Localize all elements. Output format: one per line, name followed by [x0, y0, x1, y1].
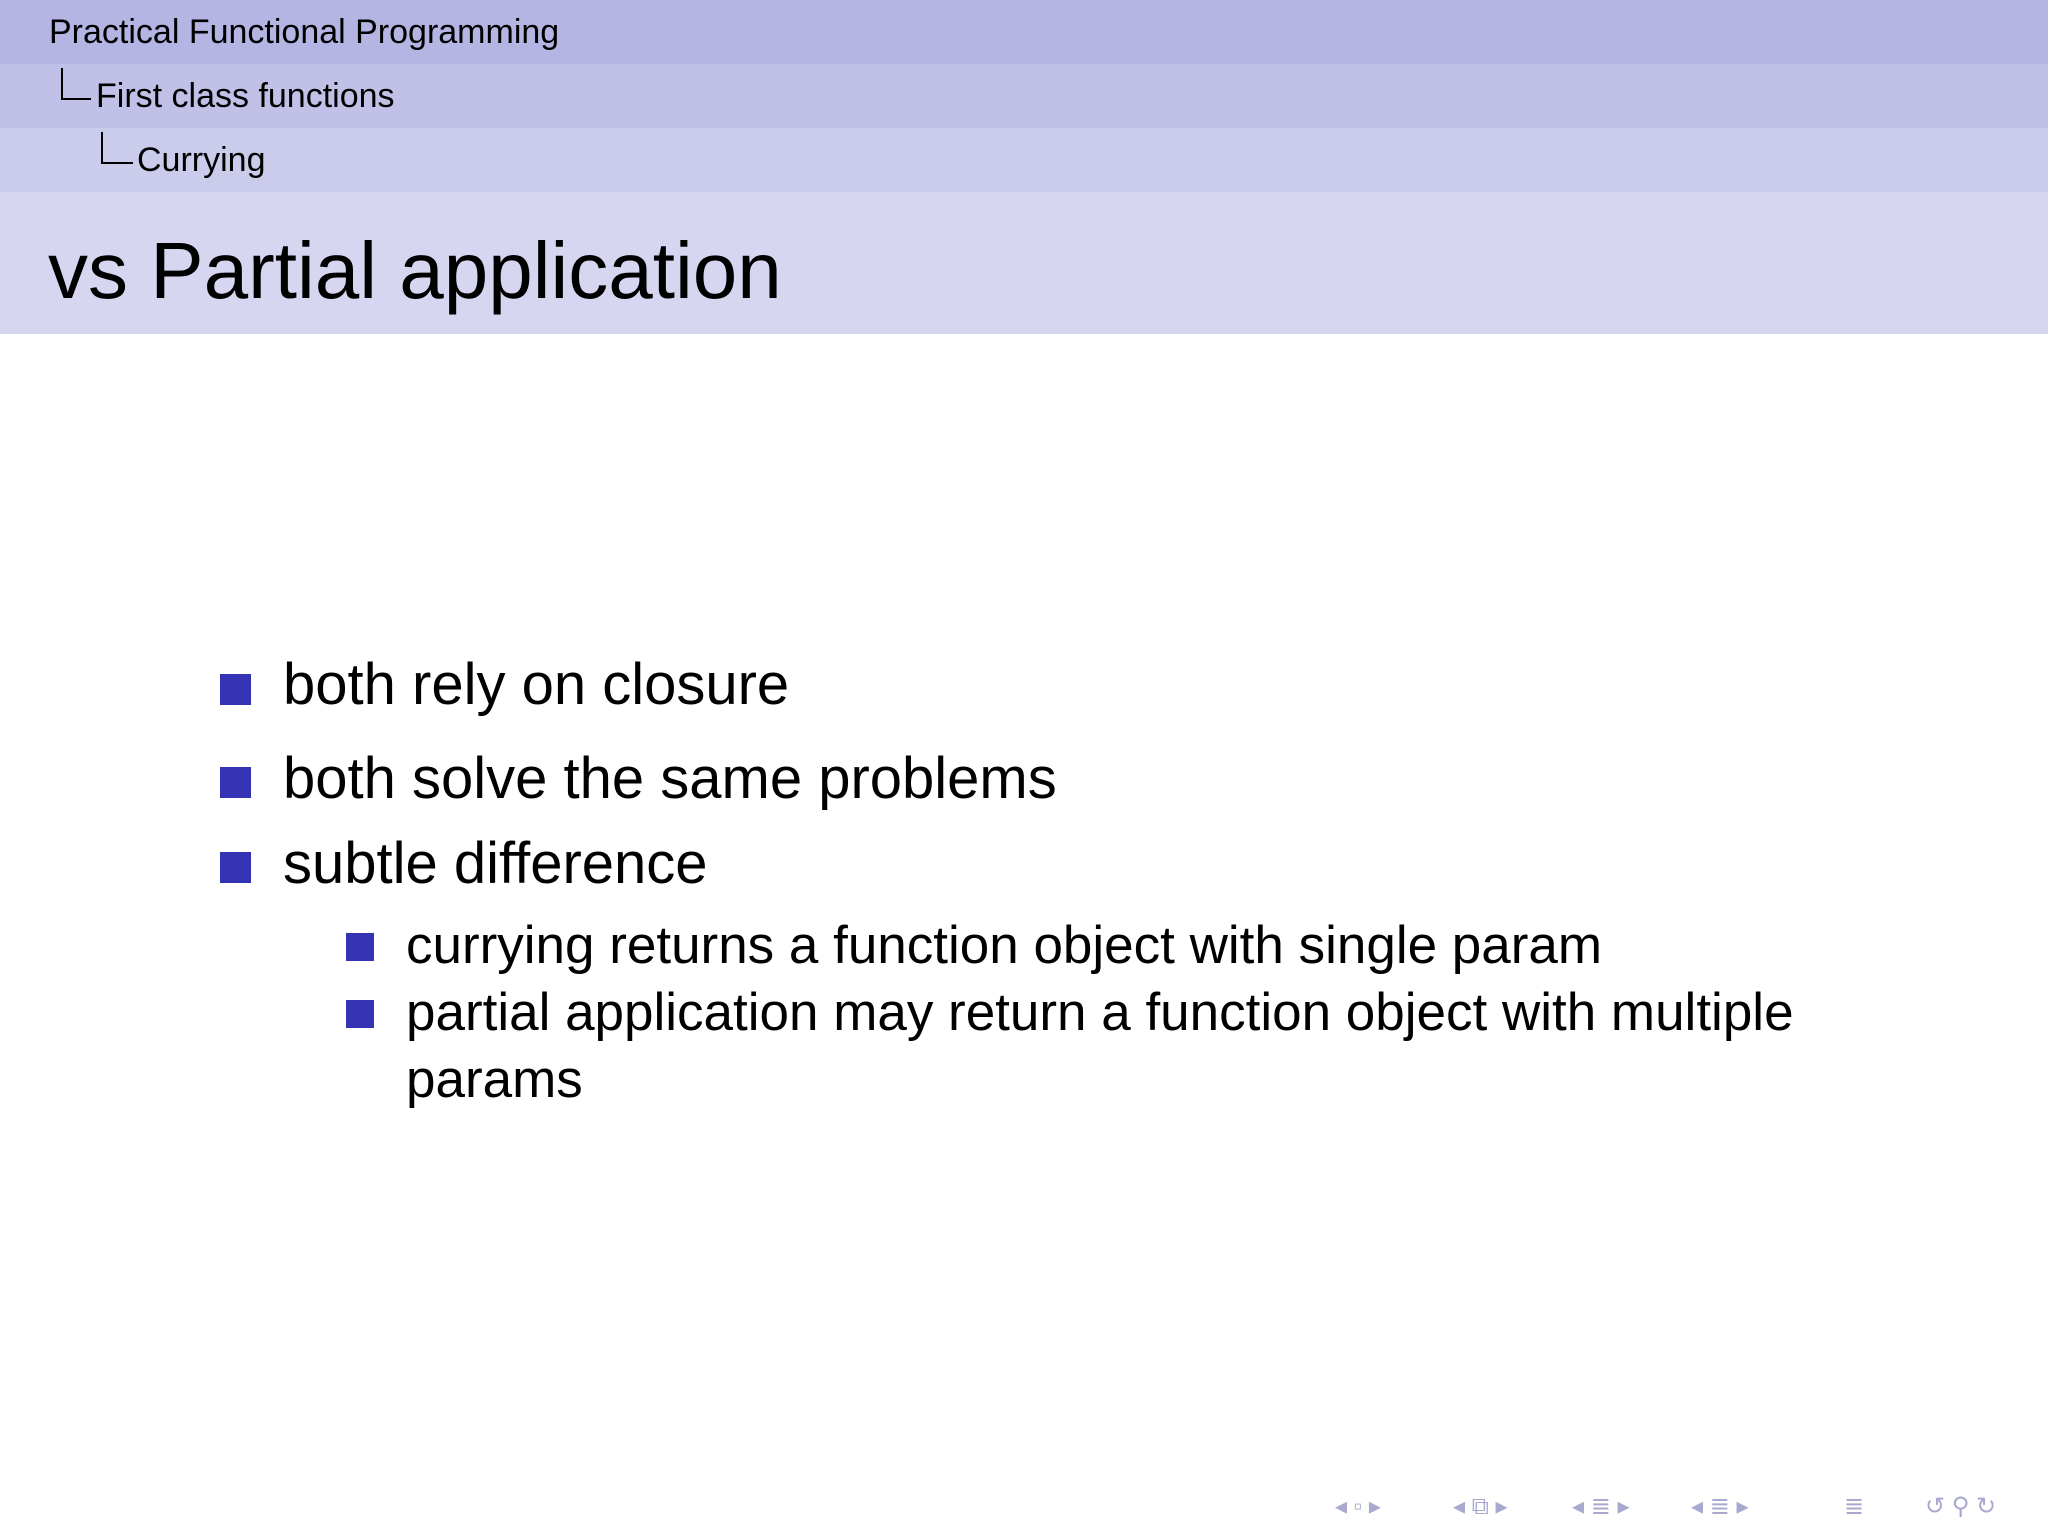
bullet-square-icon — [220, 852, 251, 883]
slide-nav-icon[interactable]: ◂ ▫ ▸ — [1335, 1493, 1381, 1520]
header-section-link[interactable]: Practical Functional Programming — [49, 13, 560, 51]
tree-connector-icon — [61, 68, 91, 100]
list-item: both rely on closure — [283, 652, 790, 717]
sub-bullet-square-icon — [346, 933, 374, 961]
nav-band-subsubsection — [0, 128, 2048, 192]
section-nav-icon[interactable]: ◂ ≣ ▸ — [1691, 1493, 1749, 1520]
sub-list-item: partial application may return a function object with multiple params — [406, 983, 1794, 1109]
subsection-nav-icon[interactable]: ◂ ≣ ▸ — [1572, 1493, 1630, 1520]
header-subsubsection-link[interactable]: Currying — [137, 141, 266, 179]
navigation-symbols — [1335, 1490, 2035, 1524]
bullet-square-icon — [220, 674, 251, 705]
sub-list-item: currying returns a function object with single param — [406, 916, 1603, 975]
frame-nav-icon[interactable]: ◂ ⧉ ▸ — [1453, 1493, 1508, 1520]
tree-connector-icon — [101, 132, 133, 164]
page-title: vs Partial application — [48, 226, 782, 315]
header-subsection-link[interactable]: First class functions — [96, 77, 395, 115]
list-item: subtle difference — [283, 831, 708, 896]
sub-bullet-square-icon — [346, 1000, 374, 1028]
back-forward-icon[interactable]: ↺ ⚲ ↻ — [1925, 1493, 1997, 1520]
bullet-square-icon — [220, 767, 251, 798]
list-item: both solve the same problems — [283, 746, 1057, 811]
document-nav-icon[interactable]: ≣ — [1844, 1493, 1865, 1520]
